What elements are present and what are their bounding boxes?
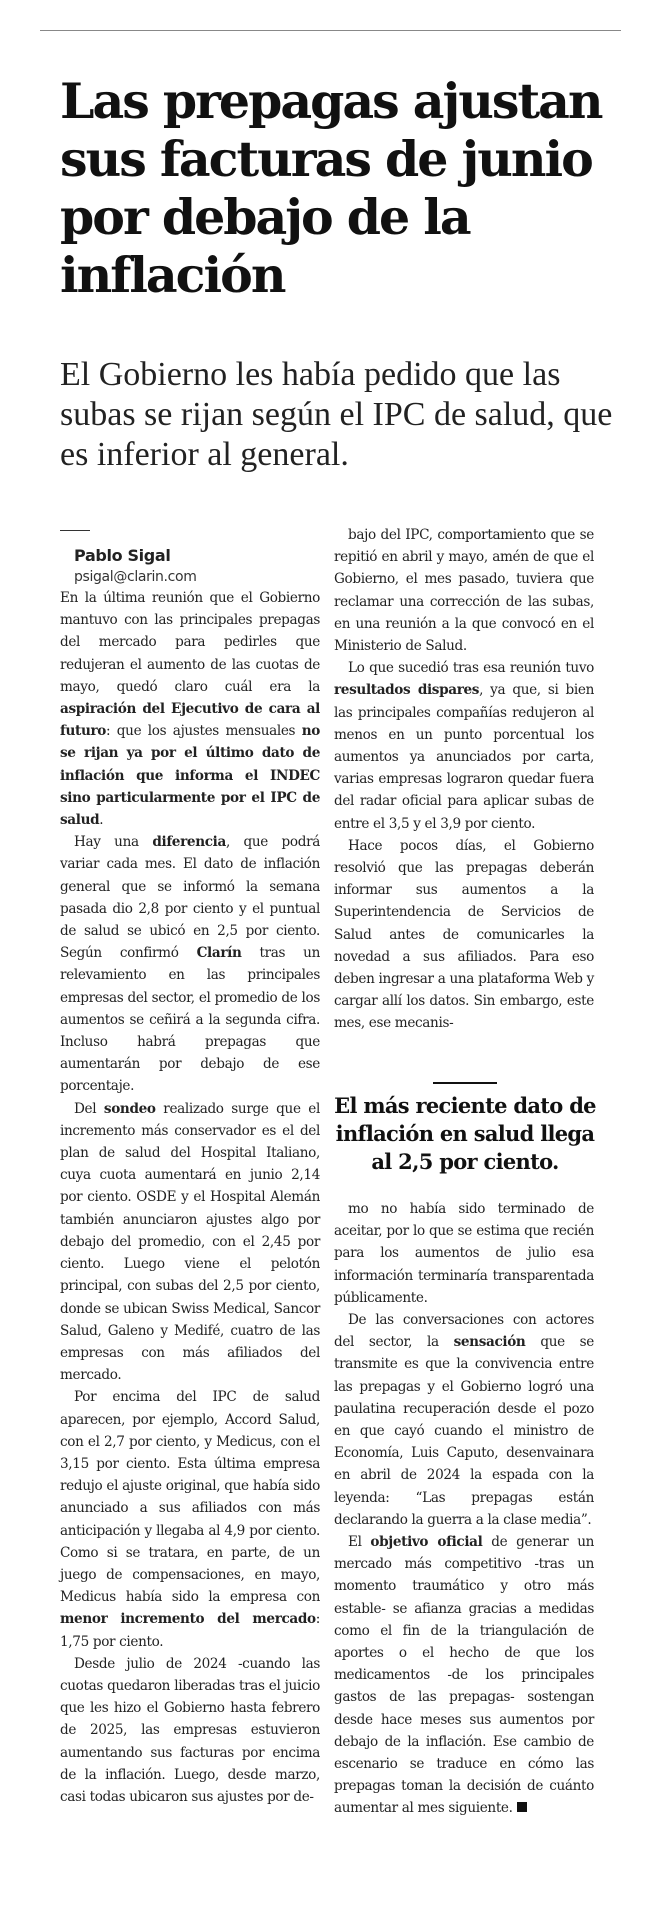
article-paragraph	[334, 657, 594, 835]
text: tras un relevamiento en las principales empresas del sector, el promedio de los aumentos se ceñirá a la segunda cifra. Incluso habrá prepagas que aumentarán por debajo de ese porcentaje.	[60, 945, 320, 1095]
bold-text: objetivo oficial	[370, 1534, 483, 1551]
text: : 1,75 por ciento.	[60, 1611, 320, 1650]
text: , que podrá variar cada mes. El dato de inflación general que se informó la semana pasada dio 2,8 por ciento y el puntual de salud se ubicó en 2,5 por ciento. Según confirmó	[60, 834, 320, 962]
text: realizado surge que el incremento más conservador es el del plan de salud del Hospital Italiano, cuya cuota aumentará en junio 2,14 por ciento. OSDE y el Hospital Alemán también anunciaron ajustes algo por debajo del promedio, con el 2,45 por ciento. Luego viene el pelotón principal, con subas del 2,5 por ciento, donde se ubican Swiss Medical, Sancor Salud, Galeno y Medifé, cuatro de las empresas con más afiliados del mercado.	[60, 1100, 320, 1384]
bold-text: Clarín	[196, 945, 242, 962]
article-paragraph	[334, 1309, 594, 1531]
bold-text: no se rijan ya por el último dato de inflación que informa el INDEC sino particularmente por el IPC de salud	[60, 723, 320, 829]
pull-quote-rule	[433, 1082, 497, 1084]
text: Por encima del IPC de salud aparecen, por ejemplo, Accord Salud, con el 2,7 por ciento, y Medicus, con el 3,15 por ciento. Esta última empresa redujo el ajuste original, que había sido anunciado a sus afiliados con más anticipación y llegaba al 4,9 por ciento. Como si se tratara, en parte, de un juego de compensaciones, en mayo, Medicus había sido la empresa con	[60, 1389, 320, 1606]
text: Hay una	[74, 834, 153, 851]
column-2	[334, 524, 594, 1035]
column-3-body	[334, 1198, 594, 1820]
text: Del	[74, 1100, 104, 1117]
bold-text: sensación	[453, 1334, 526, 1351]
bold-text: sondeo	[103, 1100, 156, 1117]
article-paragraph	[60, 1653, 320, 1808]
article-paragraph	[60, 587, 320, 831]
column-1	[60, 530, 320, 1808]
bold-text: menor incremento del mercado	[60, 1611, 316, 1628]
text: bajo del IPC, comportamiento que se repitió en abril y mayo, amén de que el Gobierno, el mes pasado, tuviera que reclamar una corrección de las subas, en una reunión a la que convocó en el Ministerio de Salud.	[334, 527, 594, 655]
text: que se transmite es que la convivencia entre las prepagas y el Gobierno logró una paulatina recuperación desde el pozo en que cayó cuando el ministro de Economía, Luis Caputo, desenvainara en abril de 2024 la espada con la leyenda: “Las prepagas están declarando la guerra a la clase media”.	[334, 1334, 594, 1528]
column-1-body	[60, 587, 320, 1808]
article-paragraph	[334, 524, 594, 657]
column-2-body	[334, 524, 594, 1035]
article-paragraph	[334, 1531, 594, 1820]
text: En la última reunión que el Gobierno mantuvo con las principales prepagas del mercado para pedirles que redujeran el aumento de las cuotas de mayo, quedó claro cuál era la	[60, 590, 320, 695]
article-paragraph	[60, 1098, 320, 1387]
text: De las conversaciones con actores del sector, la	[334, 1312, 594, 1351]
subhead: El Gobierno les había pedido que las subas se rijan según el IPC de salud, que es inferior al general.	[60, 356, 613, 473]
text: , ya que, si bien las principales compañías redujeron al menos en un punto porcentual los aumentos ya anunciados por carta, varias empresas lograron quedar fuera del radar oficial para aplicar subas de entre el 3,5 y el 3,9 por ciento.	[334, 682, 594, 832]
headline: Las prepagas ajustan sus facturas de junio por debajo de la inflación	[60, 72, 602, 304]
article-paragraph	[60, 1386, 320, 1652]
byline-rule	[60, 530, 90, 531]
author-name: Pablo Sigal	[74, 546, 171, 565]
text: : que los ajustes mensuales	[106, 723, 302, 740]
end-mark-icon	[517, 1802, 527, 1812]
bold-text: aspiración del Ejecutivo de cara al futuro	[60, 701, 320, 740]
text: El	[348, 1534, 371, 1551]
bold-text: resultados dispares	[334, 682, 480, 699]
column-3	[334, 1198, 594, 1820]
bold-text: diferencia	[152, 834, 226, 851]
text: de generar un mercado más competitivo -tras un momento traumático y otro más estable- se afianza gracias a medidas como el fin de la triangulación de aportes o el hecho de que los medicamentos -de los principales gastos de las prepagas- sostengan desde hace meses sus aumentos por debajo de la inflación. Ese cambio de escenario se traduce en cómo las prepagas toman la decisión de cuánto aumentar al mes siguiente.	[334, 1534, 594, 1817]
text: .	[99, 812, 104, 829]
text: Desde julio de 2024 -cuando las cuotas quedaron liberadas tras el juicio que les hizo el Gobierno hasta febrero de 2025, las empresas estuvieron aumentando sus facturas por encima de la inflación. Luego, desde marzo, casi todas ubicaron sus ajustes por de-	[60, 1655, 320, 1805]
author-email: psigal@clarin.com	[74, 569, 197, 585]
top-rule	[40, 30, 621, 31]
pull-quote: El más reciente dato de inflación en salud llega al 2,5 por ciento.	[334, 1093, 596, 1174]
article-paragraph	[60, 831, 320, 1097]
text: mo no había sido terminado de aceitar, por lo que se estima que recién para los aumentos de julio esa información terminaría transparentada públicamente.	[334, 1201, 594, 1306]
text: Lo que sucedió tras esa reunión tuvo	[348, 660, 594, 677]
article-paragraph	[334, 835, 594, 1035]
text: Hace pocos días, el Gobierno resolvió que las prepagas deberán informar sus aumentos a la Superintendencia de Servicios de Salud antes de comunicarles la novedad a sus afiliados. Para eso deben ingresar a una plataforma Web y cargar allí los datos. Sin embargo, este mes, ese mecanis-	[334, 837, 594, 1032]
article-paragraph	[334, 1198, 594, 1309]
